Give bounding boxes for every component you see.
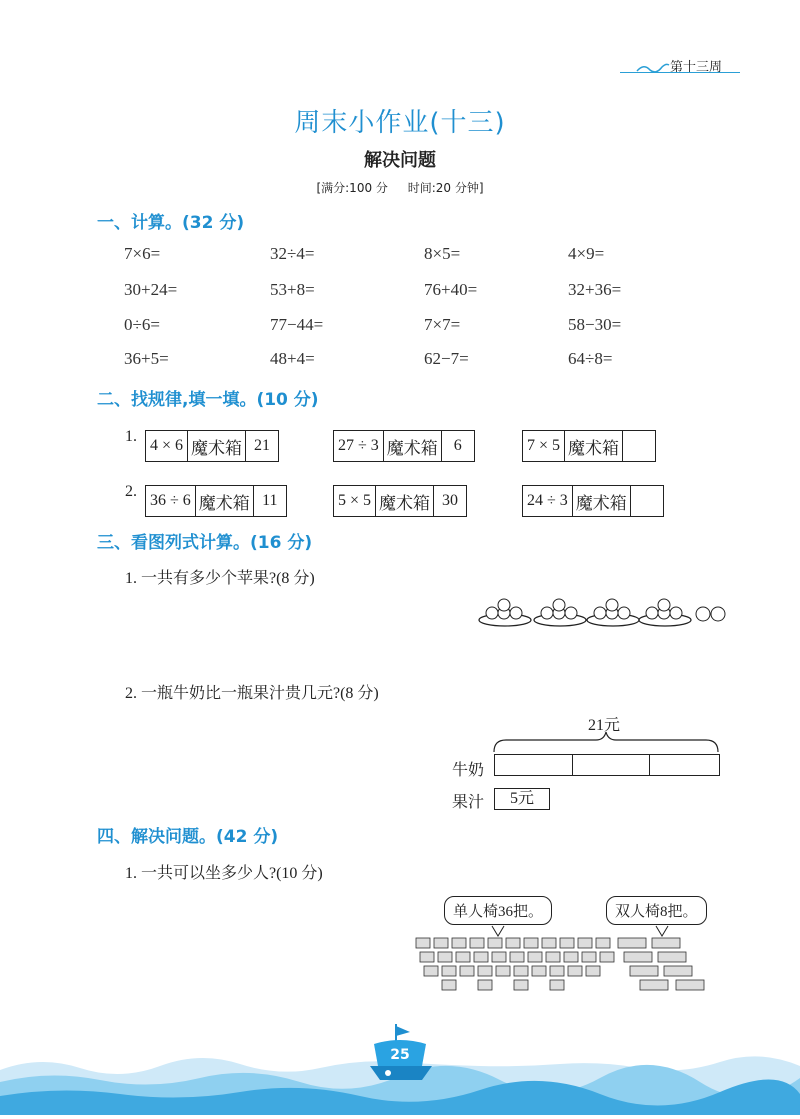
magic-box-expr: 27 ÷ 3 — [338, 437, 379, 454]
magic-box-result: 6 — [441, 431, 474, 461]
single-chair-bubble: 单人椅36把。 — [444, 896, 552, 925]
calc-item: 30+24= — [124, 280, 178, 299]
magic-box-expr: 24 ÷ 3 — [527, 492, 568, 509]
page-number: 25 — [390, 1047, 410, 1063]
magic-box-expr: 36 ÷ 6 — [150, 492, 191, 509]
full-score: [满分:100 分 — [316, 181, 388, 195]
magic-box — [333, 485, 467, 517]
calc-item: 53+8= — [270, 280, 315, 299]
juice-bar: 5元 — [494, 788, 550, 810]
magic-box-result: 30 — [433, 486, 466, 516]
juice-label: 果汁 — [452, 794, 485, 811]
milk-bar — [494, 754, 720, 776]
calc-item: 48+4= — [270, 349, 315, 368]
magic-box — [522, 485, 664, 517]
magic-box-expr: 7 × 5 — [527, 437, 561, 454]
total-price-label: 21元 — [588, 717, 621, 734]
magic-box-answer-blank[interactable] — [630, 486, 663, 516]
calc-item: 8×5= — [424, 244, 461, 263]
section1-heading: 一、计算。(32 分) — [97, 213, 245, 233]
magic-box — [145, 485, 287, 517]
magic-box-label: 魔术箱 — [572, 486, 630, 516]
time-limit: 时间:20 分钟] — [407, 181, 484, 195]
page-subtitle: 解决问题 — [364, 150, 436, 171]
milk-bar-segment — [495, 755, 573, 775]
score-time-info — [0, 179, 800, 196]
calc-item: 64÷8= — [568, 349, 613, 368]
calc-item: 76+40= — [424, 280, 478, 299]
calc-item: 32÷4= — [270, 244, 315, 263]
week-label: 第十三周 — [670, 60, 723, 75]
milk-bar-segment — [650, 755, 719, 775]
double-chair-bubble: 双人椅8把。 — [606, 896, 707, 925]
question-apples: 1. 一共有多少个苹果?(8 分) — [125, 570, 315, 587]
page-title: 周末小作业(十三) — [294, 108, 506, 138]
calc-item: 7×7= — [424, 315, 461, 334]
header-wave-icon — [636, 60, 670, 79]
single-chair-icon — [416, 938, 614, 990]
header-rule — [620, 72, 740, 73]
magic-box — [145, 430, 279, 462]
milk-label: 牛奶 — [452, 762, 485, 779]
loose-apple-icon — [696, 607, 725, 621]
magic-box-answer-blank[interactable] — [622, 431, 655, 461]
milk-bar-segment — [573, 755, 651, 775]
section2-heading: 二、找规律,填一填。(10 分) — [97, 390, 319, 410]
question-milk-juice: 2. 一瓶牛奶比一瓶果汁贵几元?(8 分) — [125, 685, 379, 702]
apple-plate-icon — [587, 599, 639, 626]
question-seats: 1. 一共可以坐多少人?(10 分) — [125, 865, 323, 882]
magic-box-result: 21 — [245, 431, 278, 461]
calc-item: 58−30= — [568, 315, 622, 334]
calc-item: 77−44= — [270, 315, 324, 334]
calc-item: 32+36= — [568, 280, 622, 299]
magic-box — [522, 430, 656, 462]
apple-plate-icon — [534, 599, 586, 626]
apple-plates-illustration — [478, 596, 728, 634]
apple-plate-icon — [479, 599, 531, 626]
pattern-row-number: 2. — [125, 483, 137, 500]
magic-box-label: 魔术箱 — [383, 431, 441, 461]
magic-box-result: 11 — [253, 486, 286, 516]
calc-item: 0÷6= — [124, 315, 160, 334]
apple-plate-icon — [639, 599, 691, 626]
pattern-row-number: 1. — [125, 428, 137, 445]
magic-box-label: 魔术箱 — [375, 486, 433, 516]
magic-box-expr: 5 × 5 — [338, 492, 372, 509]
magic-box — [333, 430, 475, 462]
magic-box-expr: 4 × 6 — [150, 437, 184, 454]
calc-item: 36+5= — [124, 349, 169, 368]
magic-box-label: 魔术箱 — [187, 431, 245, 461]
section4-heading: 四、解决问题。(42 分) — [97, 827, 279, 847]
magic-box-label: 魔术箱 — [195, 486, 253, 516]
chairs-illustration — [412, 918, 722, 1002]
section3-heading: 三、看图列式计算。(16 分) — [97, 533, 313, 553]
magic-box-label: 魔术箱 — [564, 431, 622, 461]
double-chair-icon — [618, 938, 704, 990]
calc-item: 7×6= — [124, 244, 161, 263]
calc-item: 62−7= — [424, 349, 469, 368]
calc-item: 4×9= — [568, 244, 605, 263]
